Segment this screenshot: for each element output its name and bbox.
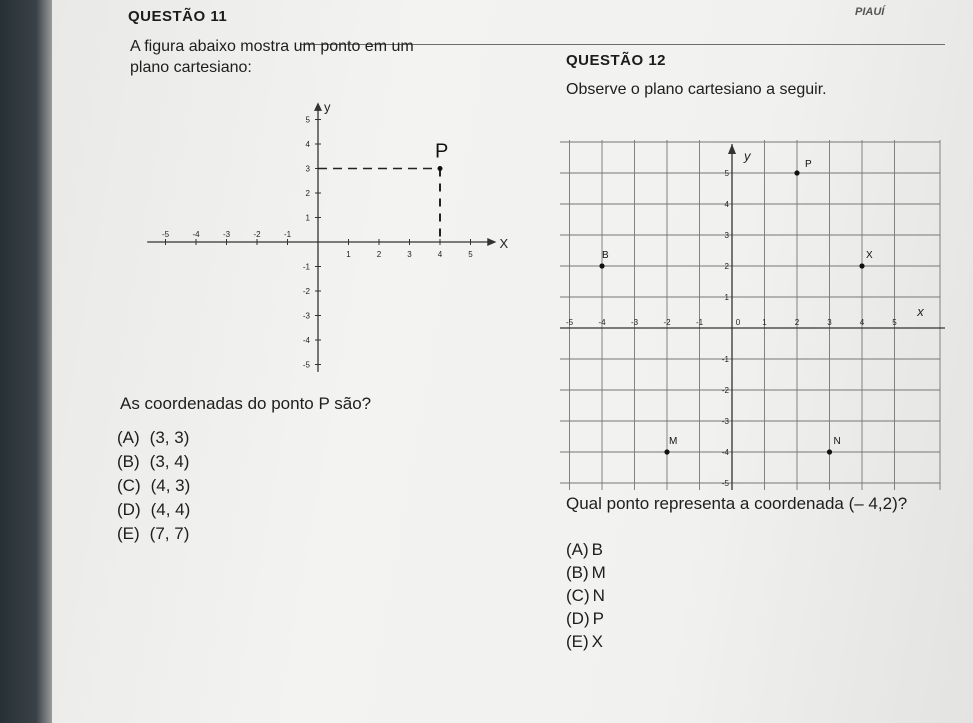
- q12-option-c[interactable]: [566, 586, 605, 606]
- x-axis-label: X: [499, 236, 509, 251]
- desk-background: [0, 0, 60, 723]
- y-tick-label: 1: [305, 213, 310, 223]
- y-tick-label: 4: [305, 140, 310, 149]
- point-label-m: M: [669, 436, 678, 447]
- y-tick-label: -1: [302, 262, 310, 272]
- x-axis-arrow: [487, 238, 496, 246]
- q12-option-a[interactable]: [566, 540, 603, 560]
- x-tick-label: -5: [161, 230, 170, 239]
- x-tick-label: -4: [598, 318, 606, 327]
- q12-question: Qual ponto representa a coordenada (– 4,2)?: [566, 494, 908, 513]
- y-axis-label: y: [324, 100, 331, 115]
- x-tick-label: 5: [468, 250, 473, 259]
- q11-prompt-line2: plano cartesiano:: [130, 59, 252, 76]
- point-marker-n: [827, 449, 832, 454]
- q11-question: As coordenadas do ponto P são?: [120, 394, 372, 413]
- q11-prompt-line1: A figura abaixo mostra um ponto em um: [130, 38, 414, 55]
- x-tick-label: 4: [437, 250, 443, 259]
- q12-option-b[interactable]: [566, 563, 606, 583]
- y-tick-label: -2: [302, 287, 310, 296]
- y-axis-arrow: [728, 144, 736, 154]
- x-tick-label: 2: [794, 318, 800, 327]
- q12-option-d[interactable]: [566, 609, 604, 629]
- y-tick-label: -3: [721, 417, 729, 426]
- q11-option-letter: (E): [117, 524, 140, 543]
- q11-option-letter: (A): [117, 428, 140, 447]
- q12-option-letter: (D): [566, 609, 590, 628]
- q12-option-letter: (B): [566, 563, 589, 582]
- q11-option-value: (4, 4): [150, 500, 191, 519]
- q12-option-value: P: [592, 609, 604, 628]
- x-tick-label: -1: [283, 230, 292, 239]
- q12-option-value: N: [592, 586, 605, 605]
- x-tick-label: 5: [892, 318, 897, 327]
- q11-option-a[interactable]: [117, 428, 189, 448]
- point-label-p: P: [805, 159, 812, 170]
- q11-option-letter: (D): [117, 500, 141, 519]
- state-logo: PIAUÍ: [855, 6, 885, 18]
- point-marker-p: [794, 170, 799, 175]
- y-tick-label: 1: [724, 293, 729, 302]
- q11-title: QUESTÃO 11: [128, 8, 228, 25]
- y-tick-label: 3: [305, 164, 310, 174]
- point-marker-x: [859, 263, 864, 268]
- q12-option-value: M: [591, 563, 606, 582]
- q11-option-e[interactable]: [117, 524, 189, 544]
- y-tick-label: 4: [724, 200, 729, 209]
- y-axis-label: y: [744, 148, 751, 164]
- x-tick-label: 4: [859, 318, 865, 327]
- x-tick-label: 1: [762, 318, 767, 327]
- y-tick-label: -4: [302, 336, 310, 345]
- y-tick-label: -5: [721, 479, 729, 488]
- q12-option-letter: (C): [566, 586, 590, 605]
- y-tick-label: -3: [302, 311, 310, 321]
- y-tick-label: 2: [724, 262, 729, 271]
- y-tick-label: -4: [721, 448, 729, 457]
- x-tick-label: 3: [407, 250, 412, 259]
- q11-option-c[interactable]: [117, 476, 190, 496]
- x-tick-label: -4: [192, 230, 200, 239]
- q12-title: QUESTÃO 12: [566, 52, 667, 69]
- x-tick-label: -3: [630, 318, 639, 327]
- y-tick-label: 5: [305, 115, 310, 125]
- y-tick-label: -2: [721, 386, 729, 395]
- x-tick-label: 3: [827, 318, 832, 327]
- point-marker-m: [664, 449, 669, 454]
- q11-option-value: (3, 3): [149, 428, 190, 447]
- y-tick-label: -1: [721, 355, 729, 364]
- q11-option-value: (4, 3): [150, 476, 191, 495]
- x-tick-label: 0: [735, 318, 741, 327]
- point-label: P: [435, 140, 449, 163]
- q12-cartesian-grid-chart: [560, 140, 950, 495]
- q12-option-letter: (E): [566, 632, 589, 651]
- q11-option-letter: (C): [117, 476, 141, 495]
- q12-option-value: B: [591, 540, 604, 559]
- x-tick-label: -2: [253, 230, 261, 239]
- y-tick-label: 2: [305, 189, 310, 198]
- y-tick-label: 5: [724, 169, 729, 178]
- q11-cartesian-chart: [120, 100, 520, 390]
- q11-option-value: (3, 4): [149, 452, 190, 471]
- y-tick-label: 3: [724, 231, 729, 240]
- point-label-x: X: [866, 250, 873, 261]
- x-tick-label: -2: [663, 318, 671, 327]
- y-tick-label: -5: [302, 360, 310, 370]
- y-axis-arrow: [314, 102, 322, 111]
- q12-option-value: X: [591, 632, 604, 651]
- x-axis-label: x: [917, 304, 924, 319]
- x-tick-label: -3: [222, 230, 231, 239]
- x-tick-label: 2: [376, 250, 382, 259]
- point-label-b: B: [602, 250, 609, 261]
- q12-option-letter: (A): [566, 540, 589, 559]
- x-tick-label: -1: [695, 318, 704, 327]
- x-tick-label: 1: [346, 250, 351, 259]
- q12-prompt: Observe o plano cartesiano a seguir.: [566, 81, 827, 98]
- q11-option-d[interactable]: [117, 500, 190, 520]
- q11-option-value: (7, 7): [149, 524, 190, 543]
- point-label-n: N: [833, 436, 841, 447]
- point-marker-b: [599, 263, 604, 268]
- q12-option-e[interactable]: [566, 632, 603, 652]
- point-marker: [438, 166, 443, 171]
- x-tick-label: -5: [565, 318, 574, 327]
- q11-option-letter: (B): [117, 452, 140, 471]
- q11-option-b[interactable]: [117, 452, 189, 472]
